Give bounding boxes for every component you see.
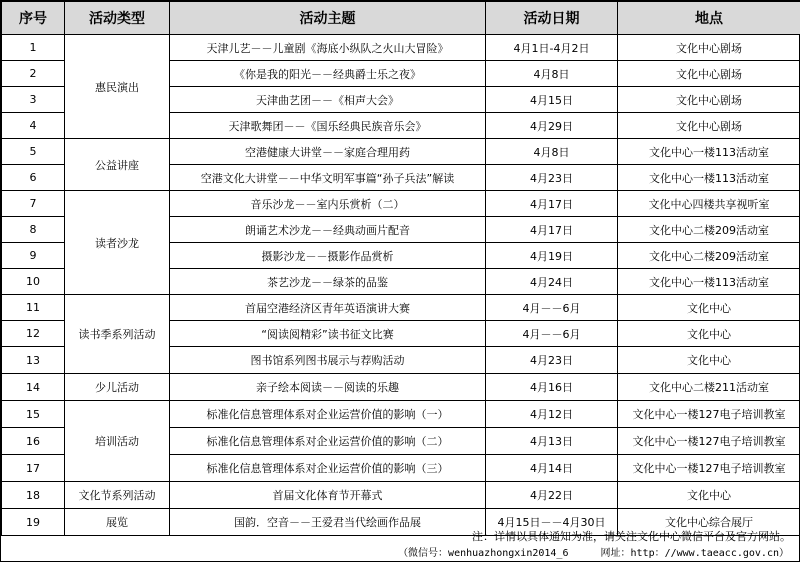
- row-venue: 文化中心剧场: [618, 87, 800, 113]
- table-row: [2, 374, 800, 401]
- row-date: 4月17日: [486, 191, 618, 217]
- row-theme: 音乐沙龙－－室内乐赏析（二）: [170, 191, 486, 217]
- row-theme: 标准化信息管理体系对企业运营价值的影响（三）: [170, 455, 486, 482]
- row-no: 9: [2, 243, 65, 269]
- row-theme: “阅读阅精彩”读书征文比赛: [170, 321, 486, 347]
- row-no: 10: [2, 269, 65, 295]
- row-no: 18: [2, 482, 65, 509]
- row-date: 4月1日-4月2日: [486, 35, 618, 61]
- row-venue: 文化中心一楼127电子培训教室: [618, 428, 800, 455]
- activity-type-cell: 惠民演出: [65, 35, 170, 139]
- table-header-row: [2, 2, 800, 35]
- row-venue: 文化中心一楼127电子培训教室: [618, 455, 800, 482]
- row-venue: 文化中心二楼209活动室: [618, 243, 800, 269]
- row-theme: 茶艺沙龙－－绿茶的品鉴: [170, 269, 486, 295]
- row-date: 4月23日: [486, 165, 618, 191]
- row-date: 4月－－6月: [486, 295, 618, 321]
- row-venue: 文化中心综合展厅: [618, 509, 800, 536]
- header-theme: 活动主题: [170, 2, 486, 35]
- row-venue: 文化中心: [618, 347, 800, 374]
- row-no: 6: [2, 165, 65, 191]
- row-venue: 文化中心: [618, 482, 800, 509]
- row-venue: 文化中心一楼127电子培训教室: [618, 401, 800, 428]
- row-theme: 首届文化体育节开幕式: [170, 482, 486, 509]
- row-theme: 亲子绘本阅读－－阅读的乐趣: [170, 374, 486, 401]
- row-no: 3: [2, 87, 65, 113]
- row-theme: 天津曲艺团－－《相声大会》: [170, 87, 486, 113]
- footer-note: 注：详情以具体通知为准，请关注文化中心微信平台及官方网站。: [472, 530, 791, 543]
- row-no: 19: [2, 509, 65, 536]
- row-date: 4月22日: [486, 482, 618, 509]
- table-row: [2, 191, 800, 217]
- row-venue: 文化中心剧场: [618, 61, 800, 87]
- row-date: 4月24日: [486, 269, 618, 295]
- row-theme: 天津歌舞团－－《国乐经典民族音乐会》: [170, 113, 486, 139]
- footer-contact: [398, 544, 789, 559]
- row-theme: 朗诵艺术沙龙－－经典动画片配音: [170, 217, 486, 243]
- table-row: [2, 401, 800, 428]
- row-venue: 文化中心剧场: [618, 35, 800, 61]
- activity-type-cell: 文化节系列活动: [65, 482, 170, 509]
- row-no: 14: [2, 374, 65, 401]
- table-row: [2, 295, 800, 321]
- row-no: 17: [2, 455, 65, 482]
- row-date: 4月16日: [486, 374, 618, 401]
- row-venue: 文化中心: [618, 321, 800, 347]
- row-venue: 文化中心: [618, 295, 800, 321]
- activity-type-cell: 培训活动: [65, 401, 170, 482]
- row-date: 4月15日－－4月30日: [486, 509, 618, 536]
- row-theme: 标准化信息管理体系对企业运营价值的影响（二）: [170, 428, 486, 455]
- table-row: [2, 482, 800, 509]
- activity-type-cell: 读书季系列活动: [65, 295, 170, 374]
- row-no: 15: [2, 401, 65, 428]
- table-row: [2, 35, 800, 61]
- row-no: 12: [2, 321, 65, 347]
- row-theme: 天津儿艺－－儿童剧《海底小纵队之火山大冒险》: [170, 35, 486, 61]
- row-venue: 文化中心一楼113活动室: [618, 139, 800, 165]
- row-venue: 文化中心一楼113活动室: [618, 269, 800, 295]
- row-no: 4: [2, 113, 65, 139]
- row-theme: 标准化信息管理体系对企业运营价值的影响（一）: [170, 401, 486, 428]
- row-no: 5: [2, 139, 65, 165]
- row-date: 4月12日: [486, 401, 618, 428]
- row-theme: 图书馆系列图书展示与荐购活动: [170, 347, 486, 374]
- row-date: 4月13日: [486, 428, 618, 455]
- row-theme: 《你是我的阳光－－经典爵士乐之夜》: [170, 61, 486, 87]
- activity-type-cell: 公益讲座: [65, 139, 170, 191]
- row-no: 7: [2, 191, 65, 217]
- row-date: 4月29日: [486, 113, 618, 139]
- row-date: 4月17日: [486, 217, 618, 243]
- row-no: 11: [2, 295, 65, 321]
- table-row: [2, 139, 800, 165]
- row-date: 4月8日: [486, 139, 618, 165]
- activity-schedule-table: [1, 1, 800, 536]
- row-date: 4月23日: [486, 347, 618, 374]
- row-no: 13: [2, 347, 65, 374]
- row-no: 16: [2, 428, 65, 455]
- row-venue: 文化中心二楼211活动室: [618, 374, 800, 401]
- row-venue: 文化中心剧场: [618, 113, 800, 139]
- row-date: 4月－－6月: [486, 321, 618, 347]
- row-theme: 首届空港经济区青年英语演讲大赛: [170, 295, 486, 321]
- row-date: 4月15日: [486, 87, 618, 113]
- row-venue: 文化中心二楼209活动室: [618, 217, 800, 243]
- row-venue: 文化中心四楼共享视听室: [618, 191, 800, 217]
- row-date: 4月14日: [486, 455, 618, 482]
- row-theme: 国韵．空音－－王爱君当代绘画作品展: [170, 509, 486, 536]
- activity-type-cell: 展览: [65, 509, 170, 536]
- row-theme: 摄影沙龙－－摄影作品赏析: [170, 243, 486, 269]
- activity-type-cell: 读者沙龙: [65, 191, 170, 295]
- row-theme: 空港健康大讲堂－－家庭合理用药: [170, 139, 486, 165]
- activity-type-cell: 少儿活动: [65, 374, 170, 401]
- row-date: 4月19日: [486, 243, 618, 269]
- row-no: 1: [2, 35, 65, 61]
- header-date: 活动日期: [486, 2, 618, 35]
- header-type: 活动类型: [65, 2, 170, 35]
- row-date: 4月8日: [486, 61, 618, 87]
- row-no: 2: [2, 61, 65, 87]
- row-venue: 文化中心一楼113活动室: [618, 165, 800, 191]
- website-url: 网址：http：//www.taeacc.gov.cn）: [600, 548, 789, 559]
- row-no: 8: [2, 217, 65, 243]
- row-theme: 空港文化大讲堂－－中华文明军事篇“孙子兵法”解读: [170, 165, 486, 191]
- wechat-id: （微信号：wenhuazhongxin2014_6: [398, 548, 569, 559]
- header-no: 序号: [2, 2, 65, 35]
- header-venue: 地点: [618, 2, 800, 35]
